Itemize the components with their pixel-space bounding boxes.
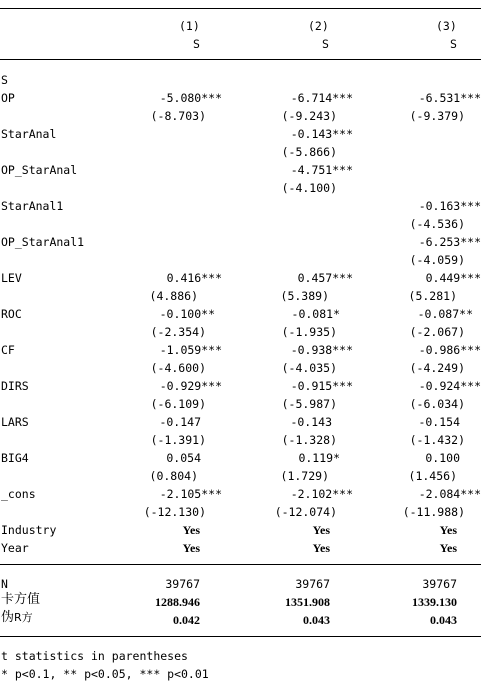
pseudo-r2-1: 0.042	[173, 613, 200, 627]
row-label-op: OP	[1, 91, 15, 105]
tstat-roc-1: (-2.354)	[150, 325, 206, 339]
tstat-big4-3: (1.456)	[408, 469, 457, 483]
note-t-stats: t statistics in parentheses	[1, 649, 188, 663]
tstat-cons-2: (-12.074)	[274, 505, 337, 519]
col2-depvar: S	[322, 37, 329, 51]
coef-lars-3: -0.154	[418, 415, 460, 429]
tstat-staranal1-3: (-4.536)	[409, 217, 465, 231]
coef-lev-2: 0.457***	[297, 271, 353, 285]
coef-op-3: -6.531***	[418, 91, 481, 105]
tstat-op-1: (-8.703)	[150, 109, 206, 123]
col3-depvar: S	[450, 37, 457, 51]
year-1: Yes	[182, 541, 200, 555]
row-label-staranal: StarAnal	[1, 127, 57, 141]
tstat-lev-3: (5.281)	[408, 289, 457, 303]
coef-cons-2: -2.102***	[290, 487, 353, 501]
coef-dirs-1: -0.929***	[159, 379, 222, 393]
tstat-staranal-2: (-5.866)	[281, 145, 337, 159]
coef-lars-2: -0.143	[290, 415, 332, 429]
row-label-op-staranal1: OP_StarAnal1	[1, 235, 85, 249]
row-label-roc: ROC	[1, 307, 22, 321]
col3-number: (3)	[436, 19, 457, 33]
tstat-lev-1: (4.886)	[149, 289, 198, 303]
tstat-lars-3: (-1.432)	[409, 433, 465, 447]
tstat-op-2: (-9.243)	[281, 109, 337, 123]
coef-big4-2: 0.119*	[298, 451, 340, 465]
n-3: 39767	[422, 577, 457, 591]
coef-dirs-3: -0.924***	[418, 379, 481, 393]
row-label-lars: LARS	[1, 415, 29, 429]
coef-op-2: -6.714***	[290, 91, 353, 105]
row-label-industry: Industry	[1, 523, 57, 537]
coef-roc-3: -0.087**	[417, 307, 473, 321]
coef-big4-3: 0.100	[425, 451, 460, 465]
coef-lev-1: 0.416***	[166, 271, 222, 285]
tstat-cf-2: (-4.035)	[281, 361, 337, 375]
row-label-staranal1: StarAnal1	[1, 199, 64, 213]
industry-2: Yes	[312, 523, 330, 537]
tstat-cons-3: (-11.988)	[402, 505, 465, 519]
n-1: 39767	[165, 577, 200, 591]
row-label-big4: BIG4	[1, 451, 29, 465]
tstat-cf-1: (-4.600)	[150, 361, 206, 375]
tstat-dirs-2: (-5.987)	[281, 397, 337, 411]
coef-roc-2: -0.081*	[291, 307, 340, 321]
stats-rule	[0, 564, 481, 565]
coef-staranal-2: -0.143***	[290, 127, 353, 141]
tstat-big4-1: (0.804)	[149, 469, 198, 483]
tstat-lars-1: (-1.391)	[150, 433, 206, 447]
coef-roc-1: -0.100**	[159, 307, 215, 321]
industry-3: Yes	[439, 523, 457, 537]
tstat-cf-3: (-4.249)	[409, 361, 465, 375]
tstat-big4-2: (1.729)	[280, 469, 329, 483]
col1-depvar: S	[193, 37, 200, 51]
group-label: S	[1, 73, 8, 87]
n-2: 39767	[295, 577, 330, 591]
bottom-rule	[0, 636, 481, 637]
row-label-lev: LEV	[1, 271, 22, 285]
tstat-roc-2: (-1.935)	[281, 325, 337, 339]
row-label-n: N	[1, 577, 8, 591]
year-3: Yes	[439, 541, 457, 555]
tstat-lev-2: (5.389)	[280, 289, 329, 303]
chi2-2: 1351.908	[285, 595, 330, 609]
coef-cf-2: -0.938***	[290, 343, 353, 357]
tstat-roc-3: (-2.067)	[409, 325, 465, 339]
col1-number: (1)	[179, 19, 200, 33]
row-label-pseudo-r2	[1, 611, 33, 625]
header-rule	[0, 59, 481, 60]
coef-cf-1: -1.059***	[159, 343, 222, 357]
tstat-dirs-3: (-6.034)	[409, 397, 465, 411]
col2-number: (2)	[308, 19, 329, 33]
pseudo-r2-prefix: 伪	[1, 610, 15, 625]
tstat-op-staranal-2: (-4.100)	[281, 181, 337, 195]
pseudo-r2-2: 0.043	[303, 613, 330, 627]
coef-op-staranal-2: -4.751***	[290, 163, 353, 177]
coef-lev-3: 0.449***	[425, 271, 481, 285]
row-label-dirs: DIRS	[1, 379, 29, 393]
industry-1: Yes	[182, 523, 200, 537]
pseudo-r2-3: 0.043	[430, 613, 457, 627]
coef-cons-3: -2.084***	[418, 487, 481, 501]
chi2-1: 1288.946	[155, 595, 200, 609]
year-2: Yes	[312, 541, 330, 555]
note-significance: * p<0.1, ** p<0.05, *** p<0.01	[1, 667, 209, 681]
tstat-dirs-1: (-6.109)	[150, 397, 206, 411]
chi2-3: 1339.130	[412, 595, 457, 609]
tstat-op-staranal1-3: (-4.059)	[409, 253, 465, 267]
coef-cons-1: -2.105***	[159, 487, 222, 501]
top-rule	[0, 8, 481, 9]
coef-big4-1: 0.054	[166, 451, 201, 465]
coef-op-staranal1-3: -6.253***	[418, 235, 481, 249]
tstat-lars-2: (-1.328)	[281, 433, 337, 447]
tstat-op-3: (-9.379)	[409, 109, 465, 123]
pseudo-r2-suffix: R方	[14, 611, 33, 624]
row-label-cf: CF	[1, 343, 15, 357]
coef-dirs-2: -0.915***	[290, 379, 353, 393]
row-label-chi2: 卡方值	[1, 592, 41, 607]
tstat-cons-1: (-12.130)	[143, 505, 206, 519]
coef-op-1: -5.080***	[159, 91, 222, 105]
coef-lars-1: -0.147	[159, 415, 201, 429]
coef-cf-3: -0.986***	[418, 343, 481, 357]
coef-staranal1-3: -0.163***	[418, 199, 481, 213]
row-label-op-staranal: OP_StarAnal	[1, 163, 78, 177]
row-label-cons: _cons	[1, 487, 36, 501]
row-label-year: Year	[1, 541, 29, 555]
